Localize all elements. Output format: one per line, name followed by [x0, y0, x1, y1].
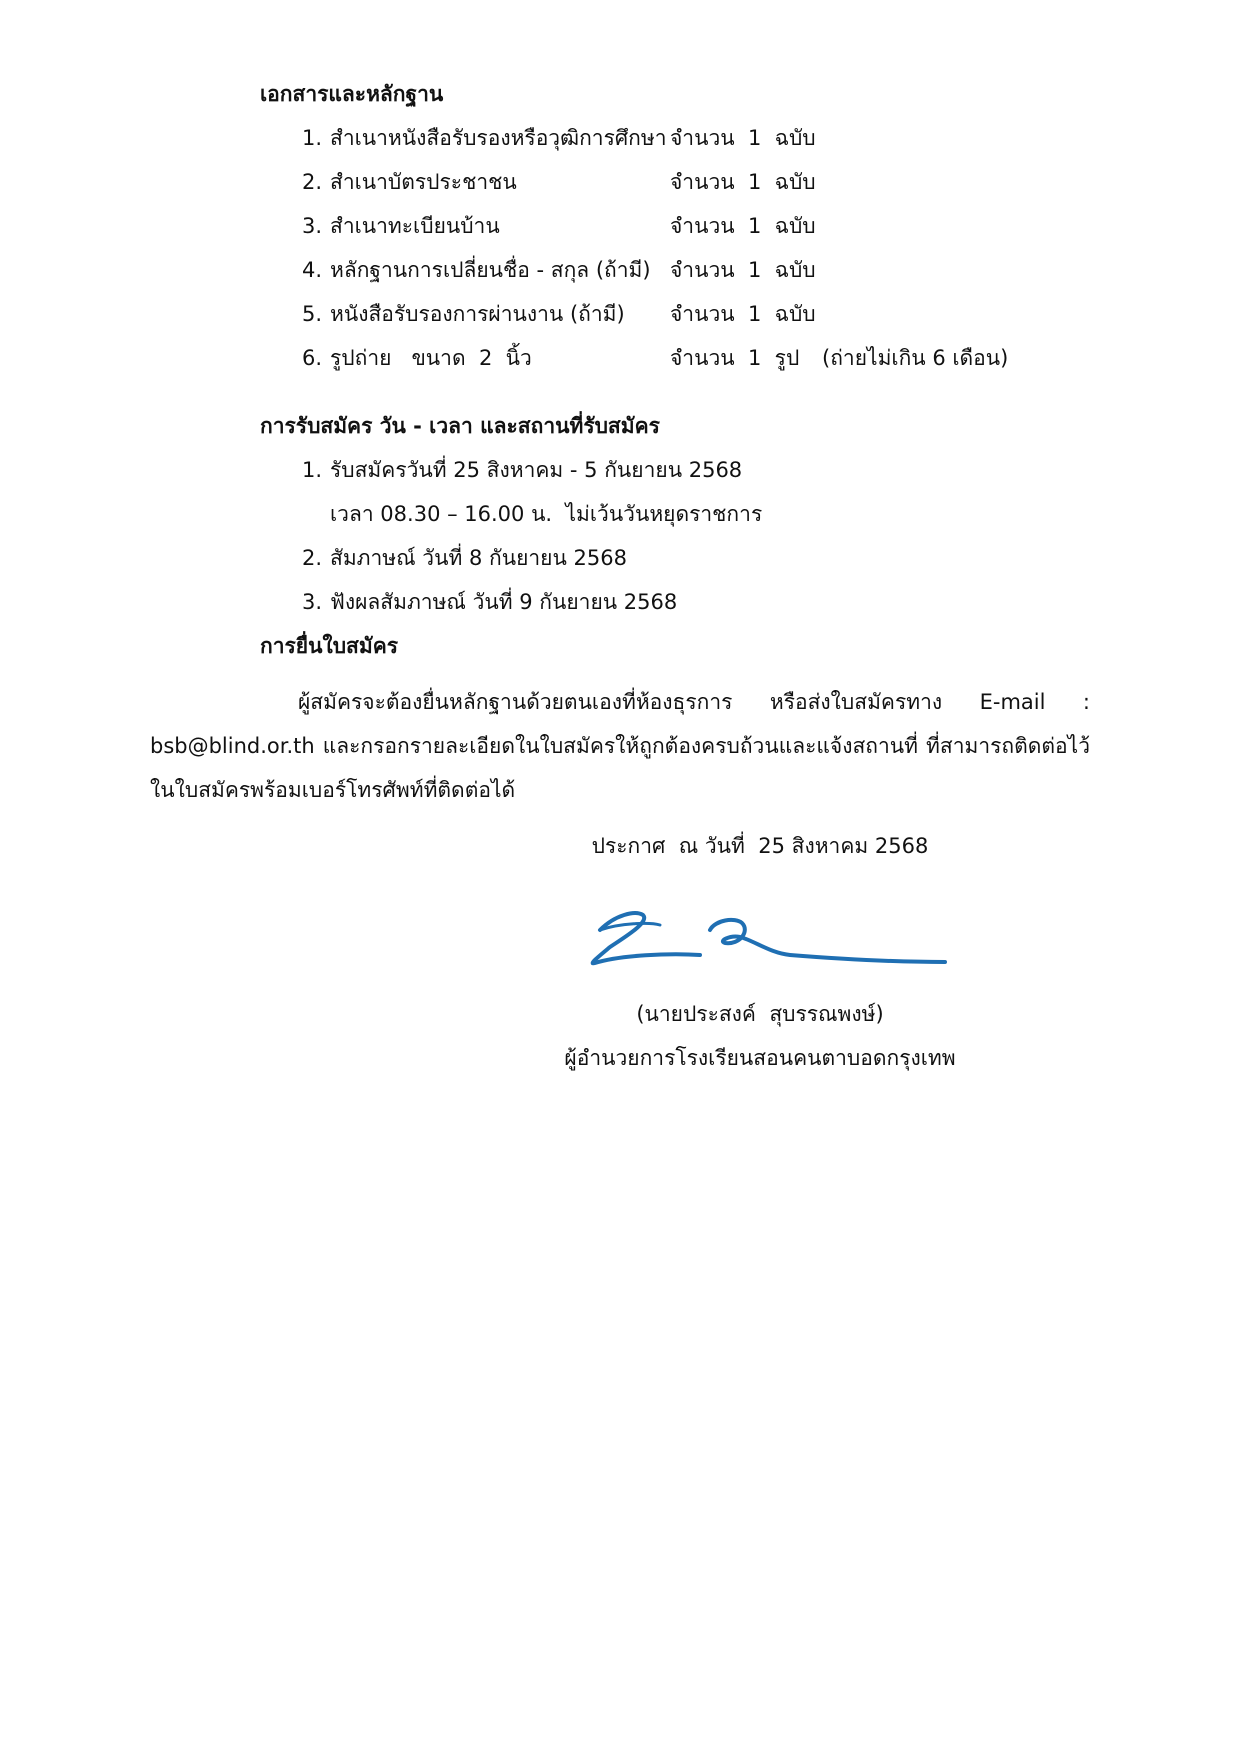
documents-heading: เอกสารและหลักฐาน — [260, 82, 444, 106]
schedule-text: รับสมัครวันที่ 25 สิงหาคม - 5 กันยายน 2568 — [330, 458, 743, 482]
document-quantity: จำนวน 1 รูป — [670, 346, 800, 370]
document-name: สำเนาหนังสือรับรองหรือวุฒิการศึกษา — [330, 126, 667, 150]
document-name: สำเนาบัตรประชาชน — [330, 170, 517, 194]
schedule-heading: การรับสมัคร วัน - เวลา และสถานที่รับสมัคร — [260, 414, 660, 438]
item-number: 1. — [302, 126, 323, 150]
document-note: (ถ่ายไม่เกิน 6 เดือน) — [822, 346, 1009, 370]
item-number: 6. — [302, 346, 323, 370]
document-name: หลักฐานการเปลี่ยนชื่อ - สกุล (ถ้ามี) — [330, 258, 651, 282]
announcement-date: ประกาศ ณ วันที่ 25 สิงหาคม 2568 — [591, 834, 929, 858]
application-paragraph: ผู้สมัครจะต้องยื่นหลักฐานด้วยตนเองที่ห้องธุรการ หรือส่งใบสมัครทาง E-mail : bsb@blind.or.th และกรอกรายละเอียดในใบสมัครให้ถูกต้องครบถ้วนและแจ้งสถานที่ ที่สามารถติดต่อไว้ในใบสมัครพร้อมเบอร์โทรศัพท์ที่ติดต่อได้ — [150, 690, 1090, 802]
schedule-text: เวลา 08.30 – 16.00 น. ไม่เว้นวันหยุดราชการ — [330, 502, 763, 526]
item-number: 4. — [302, 258, 323, 282]
document-name: สำเนาทะเบียนบ้าน — [330, 214, 500, 238]
signer-title: ผู้อำนวยการโรงเรียนสอนคนตาบอดกรุงเทพ — [564, 1046, 956, 1070]
schedule-text: สัมภาษณ์ วันที่ 8 กันยายน 2568 — [330, 546, 627, 570]
item-number: 2. — [302, 170, 323, 194]
document-quantity: จำนวน 1 ฉบับ — [670, 258, 816, 282]
signature-image — [580, 895, 950, 975]
item-number: 2. — [302, 546, 323, 570]
document-name: หนังสือรับรองการผ่านงาน (ถ้ามี) — [330, 302, 625, 326]
item-number: 3. — [302, 214, 323, 238]
signer-name: (นายประสงค์ สุบรรณพงษ์) — [636, 1002, 884, 1026]
schedule-text: ฟังผลสัมภาษณ์ วันที่ 9 กันยายน 2568 — [330, 590, 678, 614]
application-heading: การยื่นใบสมัคร — [260, 634, 399, 658]
item-number: 5. — [302, 302, 323, 326]
document-quantity: จำนวน 1 ฉบับ — [670, 302, 816, 326]
document-quantity: จำนวน 1 ฉบับ — [670, 214, 816, 238]
document-quantity: จำนวน 1 ฉบับ — [670, 170, 816, 194]
document-quantity: จำนวน 1 ฉบับ — [670, 126, 816, 150]
item-number: 1. — [302, 458, 323, 482]
document-name: รูปถ่าย ขนาด 2 นิ้ว — [330, 346, 532, 370]
item-number: 3. — [302, 590, 323, 614]
